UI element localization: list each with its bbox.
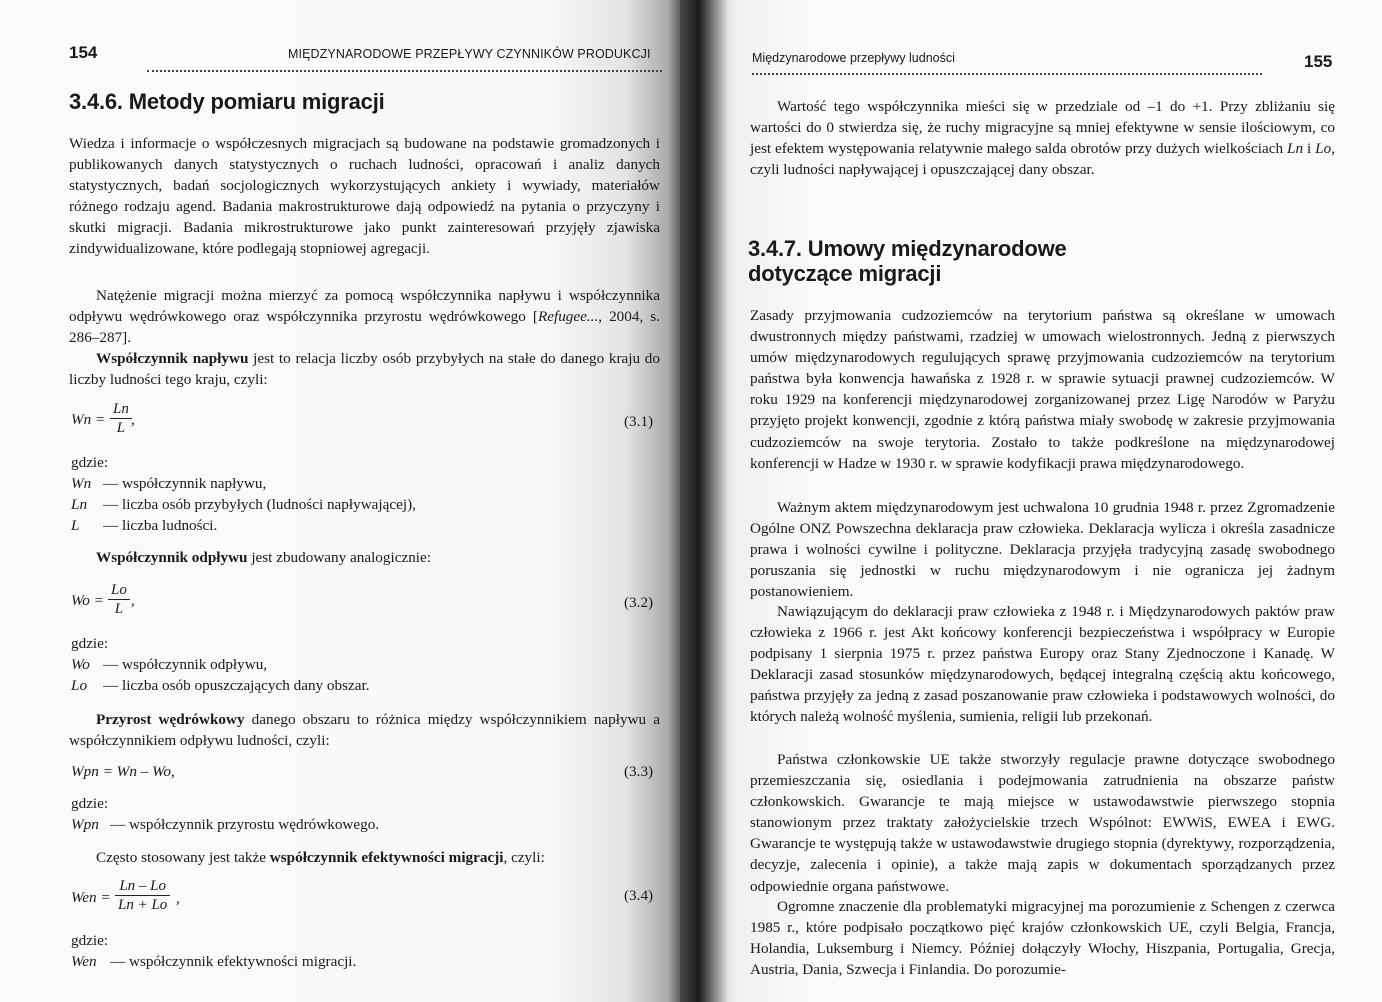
definition-symbol: Ln	[71, 496, 88, 513]
equation-number: (3.4)	[624, 887, 654, 904]
definition-text: — współczynnik odpływu,	[103, 656, 268, 673]
equation-number: (3.1)	[624, 413, 654, 430]
definition-symbol: Wpn	[71, 816, 99, 833]
paragraph: Nawiązującym do deklaracji praw człowieka z 1948 r. i Międzynarodowych paktów praw człowieka z 1966 r. jest Akt końcowy konferencji bezpieczeństwa i współpracy w Europie podpisany 1 sierpnia 1975 r. przez państwa Europy oraz Stany Zjednoczone i Kanadę. W Deklaracji zasad stosunków międzynarodowych, będącej integralną częścią aktu końcowego, państwa przyjęły za jedną z zasad poszanowanie praw człowieka i podstawowych wolności, do których należą wolność myślenia, sumienia, religii lub przekonań.	[750, 603, 1335, 726]
where-label: gdzie:	[71, 635, 109, 652]
running-head: Międzynarodowe przepływy ludności	[752, 51, 955, 65]
equation-fraction: $\frac{Ln - Lo}{Ln + Lo}$	[115, 877, 170, 914]
page-number: 154	[69, 43, 98, 62]
equation-comma: ,	[131, 592, 135, 609]
definition-text: — współczynnik efektywności migracji.	[110, 953, 357, 970]
paragraph: Państwa członkowskie UE także stworzyły regulacje prawne dotyczące swobodnego przemieszczania się, osiedlania i podejmowania zatrudnienia na obszarze państw członkowskich. Gwarancje te mają miejsce w ustawodawstwie pierwszego stopnia stanowionym przez traktaty założycielskie trzech Wspólnot: EWWiS, EWEA i EWG. Gwarancje te występują także w ustawodawstwie drugiego stopnia (dyrektywy, rozporządzenia, decyzje, zalecenia i opinie), a także mają zapis w dokumentach sporządzanych przez odpowiednie organa państwowe.	[750, 751, 1335, 895]
paragraph: Ważnym aktem międzynarodowym jest uchwalona 10 grudnia 1948 r. przez Zgromadzenie Ogólne ONZ Powszechna deklaracja praw człowieka. Deklaracja wylicza i określa zasadnicze prawa i wolności cywilne i polityczne. Deklaracja przyjęła tradycyjną zasadę swobodnego poruszania się jednostki w ruchu międzynarodowym i nie ogranicza jej żadnym postanowieniem.	[750, 499, 1335, 601]
equation-fraction: $\frac{Ln}{L}$	[110, 400, 132, 437]
section-title: 3.4.7. Umowy międzynarodowe	[748, 236, 1067, 261]
equation-number: (3.2)	[624, 594, 654, 611]
page-number: 155	[1304, 52, 1333, 71]
definition-text: — liczba osób opuszczających dany obszar.	[103, 677, 370, 694]
paragraph: Przyrost wędrówkowy danego obszaru to różnica między współczynnikiem napływu a współczynnikiem odpływu ludności, czyli:	[69, 711, 660, 750]
book-spine-shadow	[668, 0, 728, 1002]
definition-symbol: Lo	[71, 677, 88, 694]
equation: Wpn = Wn – Wo,	[71, 763, 175, 780]
paragraph: Ogromne znaczenie dla problematyki migracyjnej ma porozumienie z Schengen z czerwca 1985 r., które podpisało początkowo pięć krajów członkowskich UE, czyli Belgia, Francja, Holandia, Luksemburg i Niemcy. Później dołączyły Włochy, Hiszpania, Portugalia, Grecja, Austria, Dania, Szwecja i Finlandia. Do porozumie-	[750, 898, 1335, 979]
equation-comma: ,	[131, 411, 135, 428]
running-head: MIĘDZYNARODOWE PRZEPŁYWY CZYNNIKÓW PRODUKCJI	[288, 47, 651, 61]
definition-symbol: Wen	[71, 953, 97, 970]
paragraph: Współczynnik odpływu jest zbudowany analogicznie:	[96, 549, 431, 566]
equation-fraction: $\frac{Lo}{L}$	[108, 581, 130, 618]
right-page	[680, 0, 1382, 1002]
header-dotted-rule	[752, 73, 1262, 75]
header-dotted-rule	[147, 70, 662, 72]
where-label: gdzie:	[71, 932, 109, 949]
definition-text: — liczba osób przybyłych (ludności napływającej),	[103, 496, 416, 513]
section-title: 3.4.6. Metody pomiaru migracji	[69, 89, 385, 114]
paragraph: Często stosowany jest także współczynnik efektywności migracji, czyli:	[96, 849, 545, 866]
definition-symbol: Wn	[71, 475, 92, 492]
left-page	[0, 0, 680, 1002]
paragraph: Współczynnik napływu jest to relacja liczby osób przybyłych na stałe do danego kraju do liczby ludności tego kraju, czyli:	[69, 350, 660, 389]
where-label: gdzie:	[71, 454, 109, 471]
definition-text: — współczynnik napływu,	[103, 475, 267, 492]
section-title-continued: dotyczące migracji	[748, 261, 942, 286]
paragraph: Zasady przyjmowania cudzoziemców na terytorium państwa są określane w umowach dwustronnych między państwami, rzadziej w umowach wielostronnych. Jedną z pierwszych umów międzynarodowych regulujących sprawę przyjmowania cudzoziemców na terytorium państwa była konwencja hawańska z 1928 r. w sprawie sytuacji prawnej cudzoziemców. W roku 1929 na konferencji międzynarodowej zorganizowanej przez Ligę Narodów w Paryżu przyjęto projekt konwencji, zgodnie z którą państwa miały swobodę w zakresie przyjmowania cudzoziemców na swoje terytoria. Zostało to także podkreślone na międzynarodowej konferencji w Hadze w 1930 r. w sprawie kodyfikacji prawa międzynarodowego.	[750, 307, 1335, 472]
paragraph: Wiedza i informacje o współczesnych migracjach są budowane na podstawie gromadzonych i publikowanych danych statystycznych o ruchach ludności, opracowań i analiz danych statystycznych, badań socjologicznych wykorzystujących ankiety i wywiady, materiałów różnego rodzaju agend. Badania makrostrukturowe dają odpowiedź na pytania o przyczyny i skutki migracji. Badania mikrostrukturowe jako punkt zainteresowań przyjęły zjawiska zindywidualizowane, które podlegają stopniowej agregacji.	[69, 135, 660, 258]
equation-number: (3.3)	[624, 763, 654, 780]
equation-lhs: Wn =	[71, 411, 106, 428]
equation-lhs: Wo =	[71, 592, 104, 609]
where-label: gdzie:	[71, 795, 109, 812]
equation-lhs: Wen =	[71, 889, 111, 906]
definition-symbol: L	[71, 517, 80, 534]
paragraph: Natężenie migracji można mierzyć za pomocą współczynnika napływu i współczynnika odpływu wędrówkowego oraz współczynnika przyrostu wędrówkowego [Refugee..., 2004, s. 286–287].	[69, 287, 660, 347]
paragraph: Wartość tego współczynnika mieści się w przedziale od –1 do +1. Przy zbliżaniu się wartości do 0 stwierdza się, że ruchy migracyjne są mniej efektywne w sensie ilościowym, co jest efektem występowania relatywnie małego salda obrotów przy dużych wielkościach Ln i Lo, czyli ludności napływającej i opuszczającej dany obszar.	[750, 98, 1335, 179]
equation-comma: ,	[176, 890, 180, 907]
definition-text: — liczba ludności.	[103, 517, 218, 534]
definition-text: — współczynnik przyrostu wędrówkowego.	[110, 816, 380, 833]
definition-symbol: Wo	[71, 656, 90, 673]
